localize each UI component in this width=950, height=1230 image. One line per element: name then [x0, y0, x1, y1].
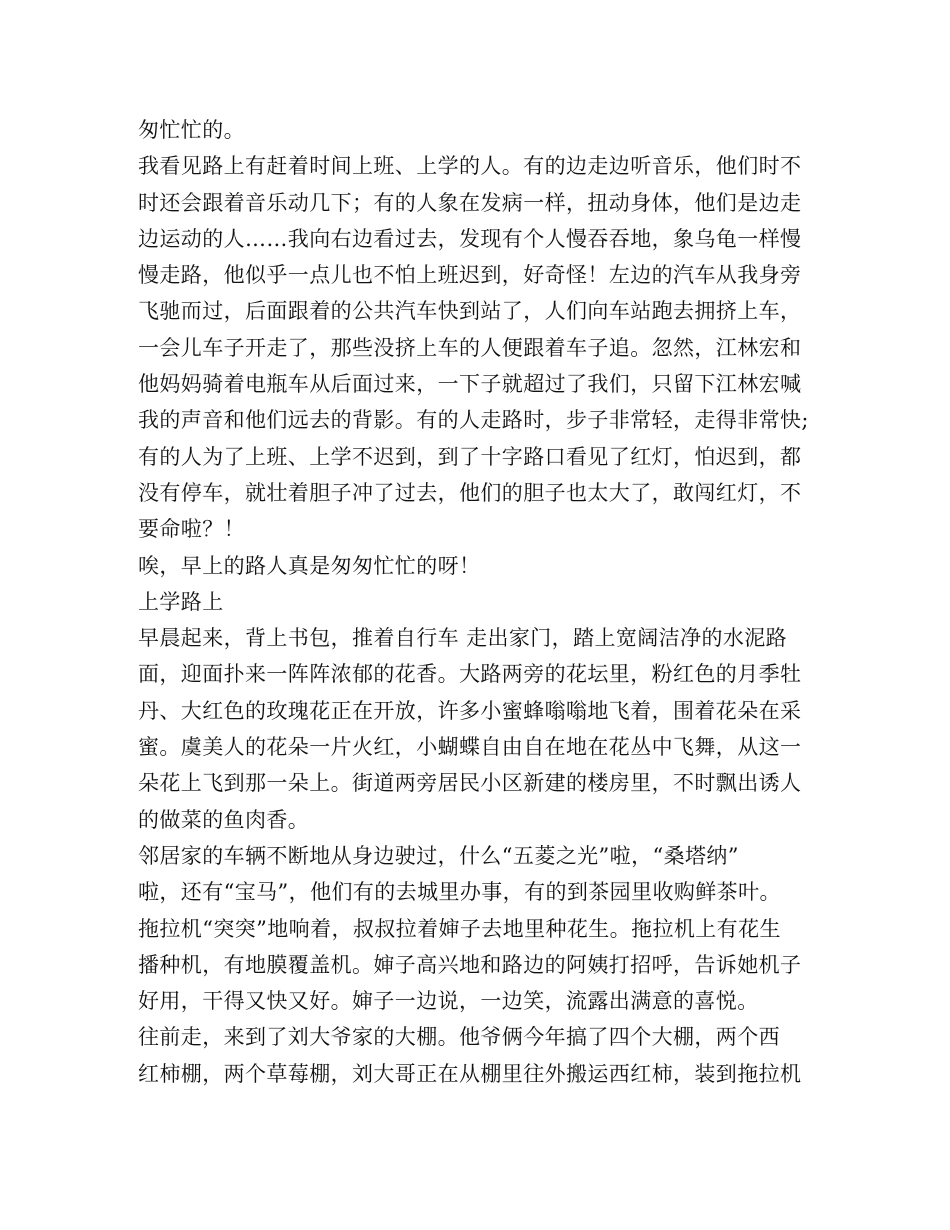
text-line: 邻居家的车辆不断地从身边驶过，什么“五菱之光”啦，“桑塔纳” [138, 843, 739, 868]
text-line: 的做菜的鱼肉香。 [138, 807, 310, 832]
text-line: 没有停车，就壮着胆子冲了过去，他们的胆子也太大了，敢闯红灯，不 [138, 480, 802, 505]
text-line: 有的人为了上班、上学不迟到，到了十字路口看见了红灯，怕迟到，都 [138, 444, 802, 469]
text-line: 播种机，有地膜覆盖机。婶子高兴地和路边的阿姨打招呼，告诉她机子 [138, 952, 802, 977]
text-line: 边运动的人……我向右边看过去，发现有个人慢吞吞地，象乌龟一样慢 [138, 226, 802, 251]
text-line: 面，迎面扑来一阵阵浓郁的花香。大路两旁的花坛里，粉红色的月季牡 [138, 662, 802, 687]
text-line: 要命啦？！ [138, 517, 245, 542]
text-line: 好用，干得又快又好。婶子一边说，一边笑，流露出满意的喜悦。 [138, 989, 759, 1014]
text-line: 红柿棚，两个草莓棚，刘大哥正在从棚里往外搬运西红柿，装到拖拉机 [138, 1061, 802, 1086]
text-line: 往前走，来到了刘大爷家的大棚。他爷俩今年搞了四个大棚，两个西 [138, 1025, 780, 1050]
text-line: 飞驰而过，后面跟着的公共汽车快到站了，人们向车站跑去拥挤上车， [138, 299, 802, 324]
text-line: 拖拉机“突突”地响着，叔叔拉着婶子去地里种花生。拖拉机上有花生 [138, 916, 781, 941]
text-line: 我的声音和他们远去的背影。有的人走路时，步子非常轻，走得非常快; [138, 408, 809, 433]
text-line: 时还会跟着音乐动几下；有的人象在发病一样，扭动身体，他们是边走 [138, 190, 802, 215]
text-line: 蜜。虞美人的花朵一片火红，小蝴蝶自由自在地在花丛中飞舞，从这一 [138, 735, 802, 760]
text-line: 一会儿车子开走了，那些没挤上车的人便跟着车子追。忽然，江林宏和 [138, 335, 802, 360]
text-line: 匆忙忙的。 [138, 118, 245, 142]
text-line: 啦，还有“宝马”，他们有的去城里办事，有的到茶园里收购鲜茶叶。 [138, 880, 781, 905]
text-line: 他妈妈骑着电瓶车从后面过来，一下子就超过了我们，只留下江林宏喊 [138, 372, 802, 397]
text-line: 早晨起来，背上书包，推着自行车 走出家门，踏上宽阔洁净的水泥路 [138, 626, 788, 651]
text-line: 丹、大红色的玫瑰花正在开放，许多小蜜蜂嗡嗡地飞着，围着花朵在采 [138, 698, 802, 723]
text-line: 唉，早上的路人真是匆匆忙忙的呀！ [138, 553, 481, 578]
section-heading: 上学路上 [138, 589, 224, 614]
document-text [138, 112, 838, 1092]
text-line: 我看见路上有赶着时间上班、上学的人。有的边走边听音乐，他们时不 [138, 154, 802, 179]
text-line: 慢走路，他似乎一点儿也不怕上班迟到，好奇怪！左边的汽车从我身旁 [138, 263, 802, 288]
text-line: 朵花上飞到那一朵上。街道两旁居民小区新建的楼房里，不时飘出诱人 [138, 771, 802, 796]
